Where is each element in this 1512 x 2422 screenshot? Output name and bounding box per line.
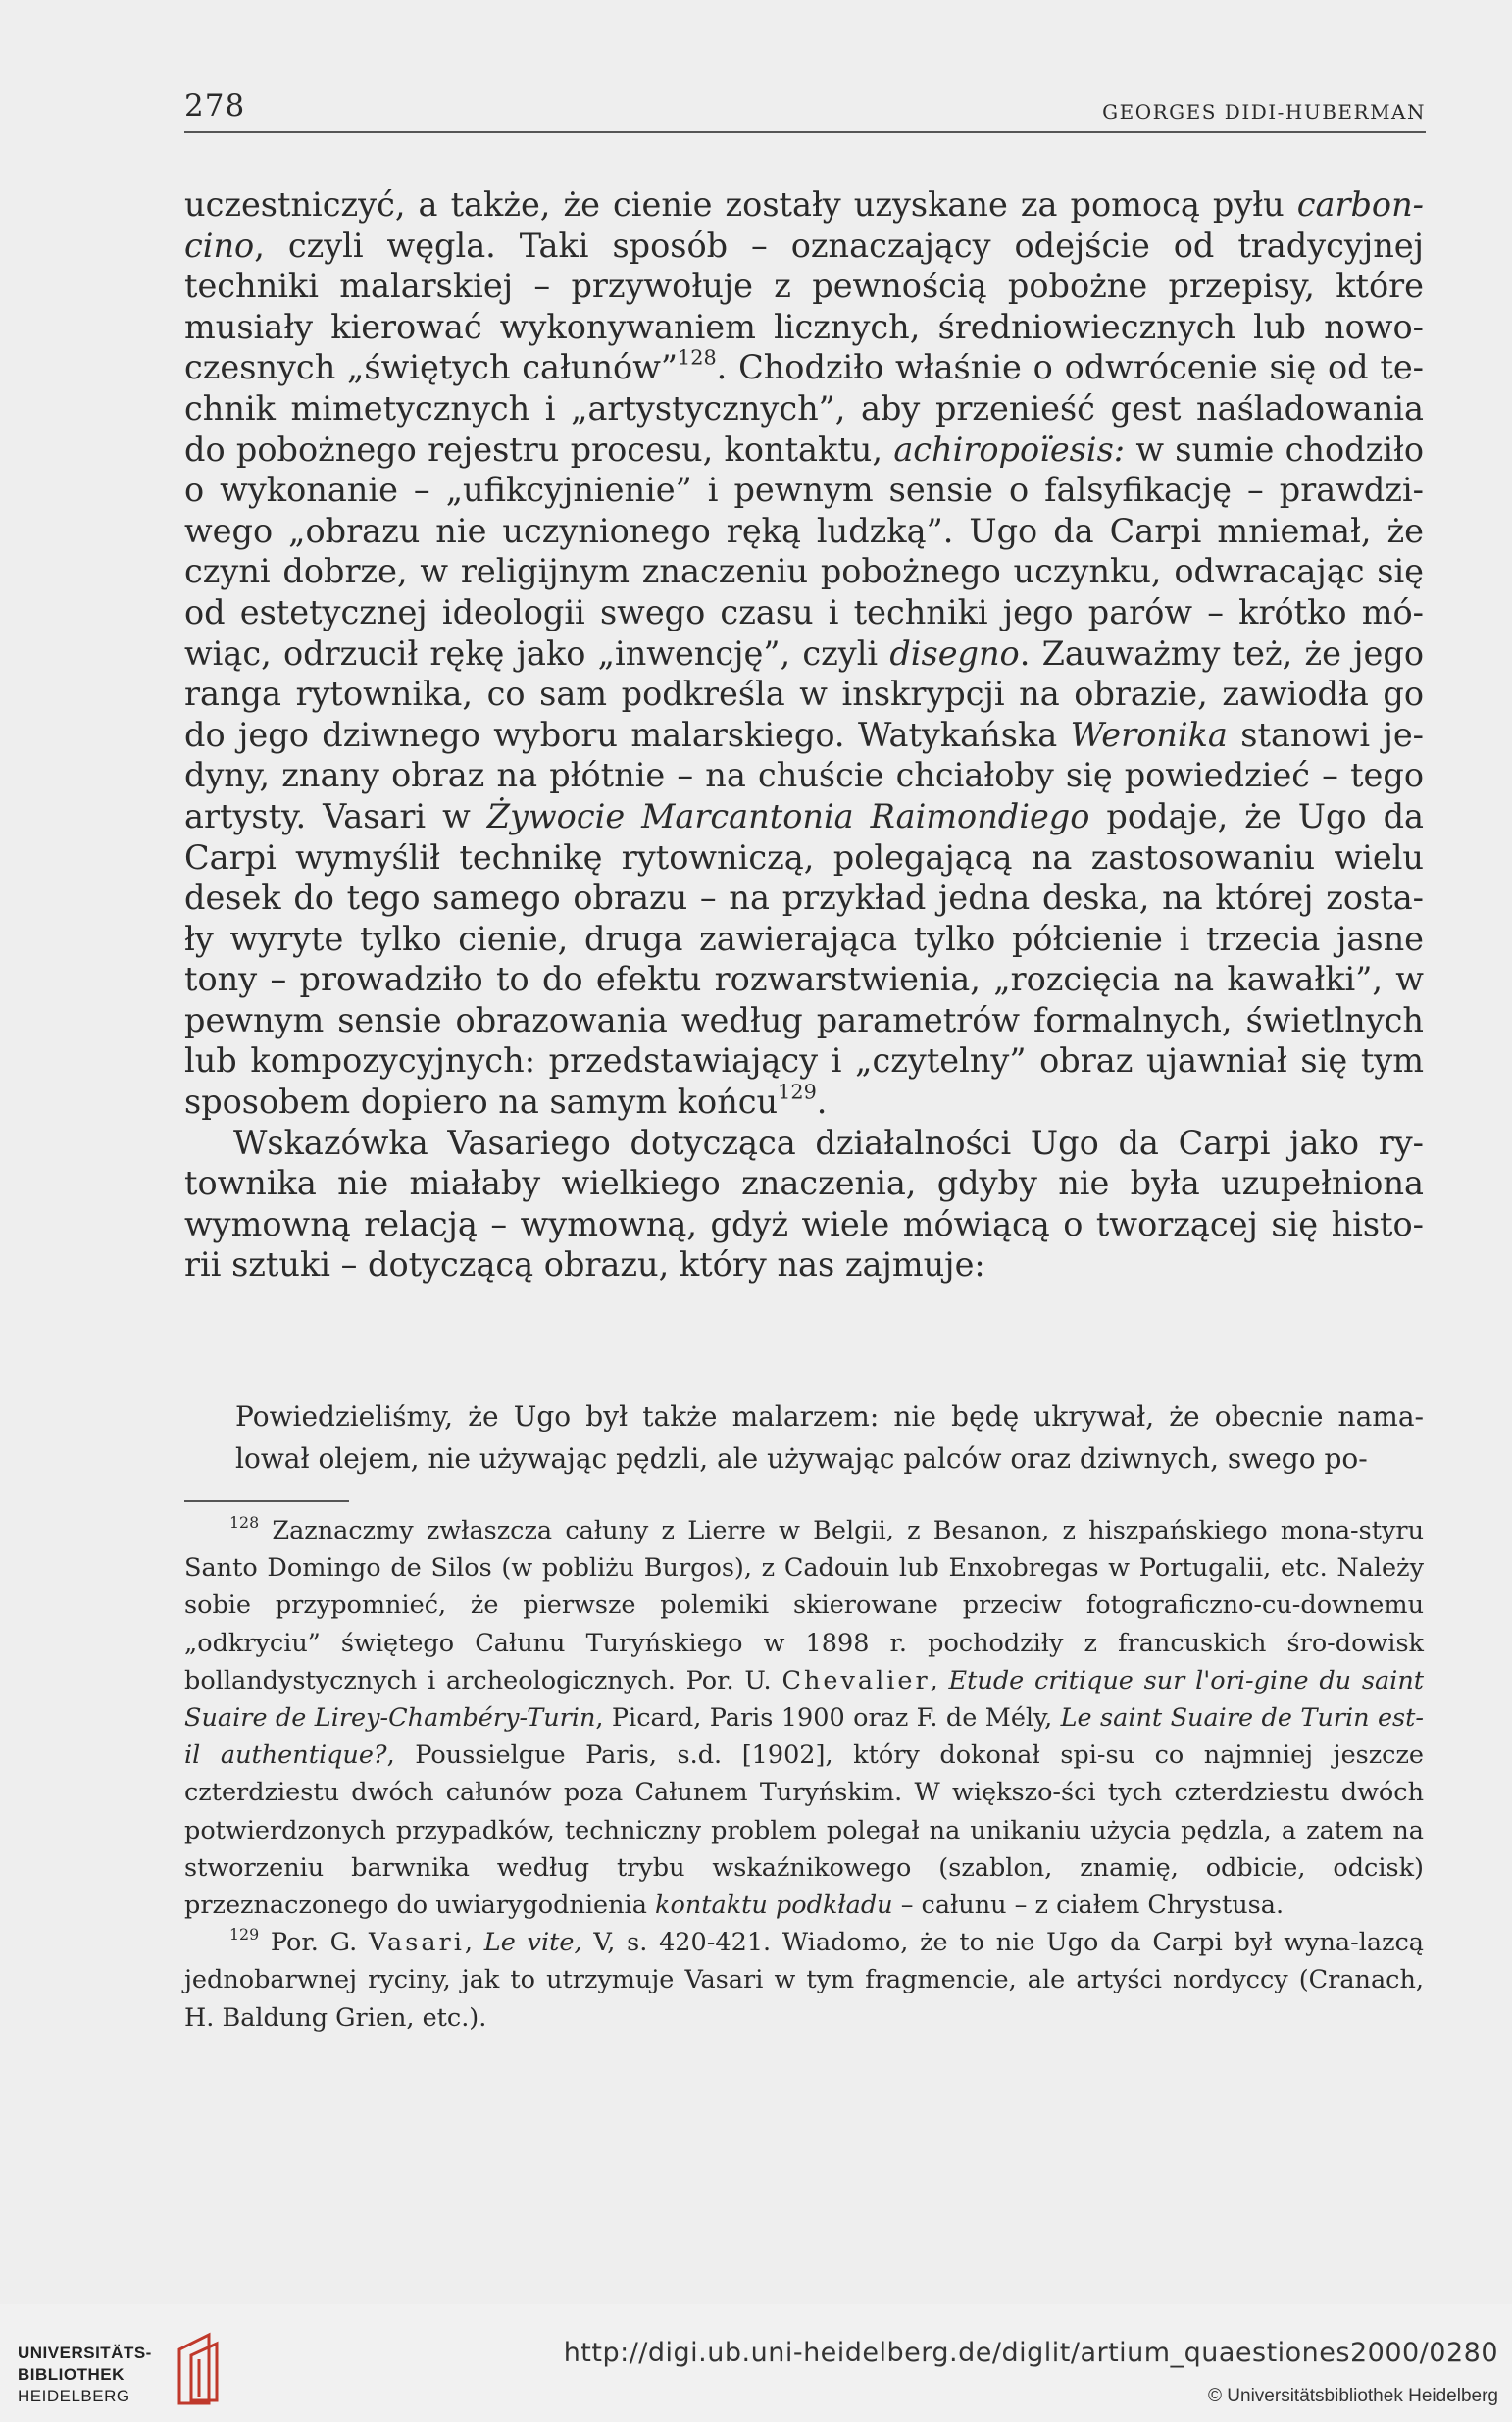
footnote-128: $^{128}$ Zaznaczmy zwłaszcza całuny z Lierre w Belgii, z Besanon, z hiszpańskiego mona-styru Santo Domingo de Silos (w pobliżu Burgos), z Cadouin lub Enxobregas w Portugalii, etc. Należy sobie przypomnieć, że pierwsze polemiki skierowane przeciw fotograficzno-cu-downemu „odkryciu” świętego Całunu Turyńskiego w 1898 r. pochodziły z francuskich śro-dowisk bollandystycznych i archeologicznych. Por. U. Chevalier, Etude critique sur l'ori-gine du saint Suaire de Lirey-Chambéry-Turin, Picard, Paris 1900 oraz F. de Mély, Le saint Suaire de Turin est-il authentique?, Poussielgue Paris, s.d. [1902], który dokonał spi-su co najmniej jeszcze czterdziestu dwóch całunów poza Całunem Turyńskim. W większo-ści tych czterdziestu dwóch potwierdzonych przypadków, techniczny problem polegał na unikaniu użycia pędzla, a zatem na stworzeniu barwnika według trybu wskaźnikowego (szablon, znamię, odbicie, odcisk) przeznaczonego do uwiarygodnienia kontaktu podkładu – całunu – z ciałem Chrystusa. — [184, 1512, 1424, 1921]
footer-bar — [0, 2304, 1512, 2422]
logo-line-3: HEIDELBERG — [18, 2387, 130, 2405]
library-logo[interactable] — [18, 2322, 273, 2410]
copyright-notice: © Universitätsbibliothek Heidelberg — [1208, 2386, 1498, 2406]
paragraph-1: uczestniczyć, a także, że cienie zostały uzyskane za pomocą pyłu carbon-cino, czyli węgla. Taki sposób – oznaczający odejście od tradycyjnej techniki malarskiej – przywołuje z pewnością pobożne przepisy, które musiały kierować wykonywaniem licznych, średniowiecznych lub nowo-czesnych „świętych całunów”$^{128}$. Chodziło właśnie o odwrócenie się od te-chnik mimetycznych i „artystycznych”, aby przenieść gest naśladowania do pobożnego rejestru procesu, kontaktu, achiropoïesis: w sumie chodziło o wykonanie – „ufikcyjnienie” i pewnym sensie o falsyfikację – prawdzi-wego „obrazu nie uczynionego ręką ludzką”. Ugo da Carpi mniemał, że czyni dobrze, w religijnym znaczeniu pobożnego uczynku, odwracając się od estetycznej ideologii swego czasu i techniki jego parów – krótko mó-wiąc, odrzucił rękę jako „inwencję”, czyli disegno. Zauważmy też, że jego ranga rytownika, co sam podkreśla w inskrypcji na obrazie, zawiodła go do jego dziwnego wyboru malarskiego. Watykańska Weronika stanowi je-dyny, znany obraz na płótnie – na chuście chciałoby się powiedzieć – tego artysty. Vasari w Żywocie Marcantonia Raimondiego podaje, że Ugo da Carpi wymyślił technikę rytowniczą, polegającą na zastosowaniu wielu desek do tego samego obrazu – na przykład jedna deska, na której zosta-ły wyryte tylko cienie, druga zawierająca tylko półcienie i trzecia jasne tony – prowadziło to do efektu rozwarstwienia, „rozcięcia na kawałki”, w pewnym sensie obrazowania według parametrów formalnych, świetlnych lub kompozycyjnych: przedstawiający i „czytelny” obraz ujawniał się tym sposobem dopiero na samym końcu$^{129}$. — [184, 185, 1425, 1122]
footnote-number: 128 — [229, 1512, 260, 1532]
library-emblem-icon — [170, 2330, 228, 2408]
logo-line-1: UNIVERSITÄTS- — [18, 2344, 152, 2362]
footnote-number: 129 — [229, 1925, 260, 1944]
footnote-ref-128[interactable]: 128 — [678, 345, 717, 370]
footnote-129: $^{129}$ Por. G. Vasari, Le vite, V, s. 420-421. Wiadomo, że to nie Ugo da Carpi był wyna-lazcą jednobarwnej ryciny, jak to utrzymuje Vasari w tym fragmencie, ale artyści nordyccy (Cranach, H. Baldung Grien, etc.). — [184, 1925, 1425, 2033]
running-head: GEORGES DIDI-HUBERMAN — [1102, 100, 1426, 124]
main-text — [184, 184, 1424, 1286]
permalink-url[interactable]: http://digi.ub.uni-heidelberg.de/diglit/artium_quaestiones2000/0280 — [563, 2338, 1498, 2368]
paragraph-2: Wskazówka Vasariego dotycząca działalności Ugo da Carpi jako ry-townika nie miałaby wielkiego znaczenia, gdyby nie była uzupełniona wymowną relacją – wymowną, gdyż wiele mówiącą o tworzącej się histo-rii sztuki – dotyczącą obrazu, który nas zajmuje: — [184, 1123, 1424, 1285]
footnote-divider — [184, 1500, 349, 1502]
page-header — [184, 88, 1426, 133]
logo-line-2: BIBLIOTHEK — [18, 2365, 125, 2384]
page-number: 278 — [184, 88, 246, 124]
block-quote: Powiedzieliśmy, że Ugo był także malarzem: nie będę ukrywał, że obecnie nama-lował olejem, nie używając pędzli, ale używając palców oraz dziwnych, swego po- — [235, 1400, 1424, 1475]
footnote-ref-129[interactable]: 129 — [778, 1080, 817, 1104]
footnotes — [184, 1512, 1424, 2037]
